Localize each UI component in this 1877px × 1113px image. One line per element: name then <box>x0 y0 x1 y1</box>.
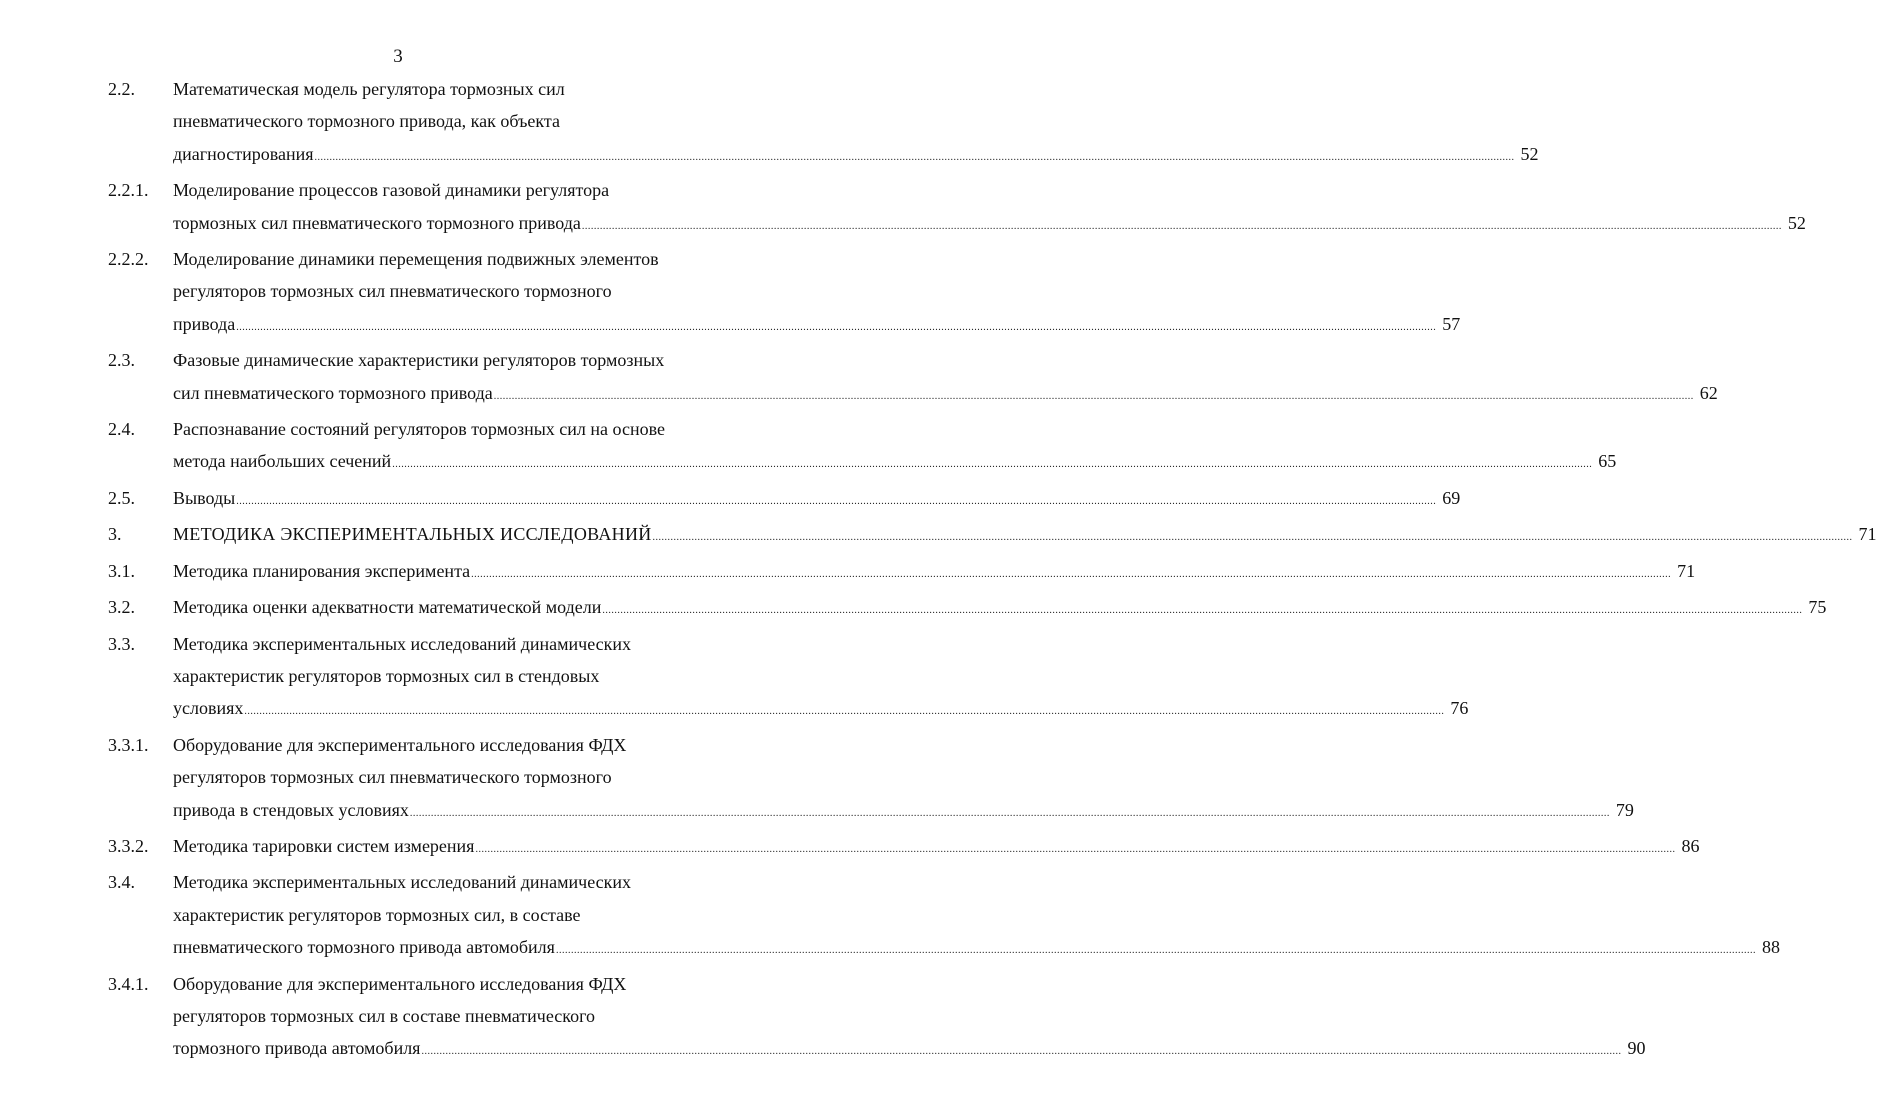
toc-leader-dots: ................................................................................................................................................................................................................................................................................................................................................................................................................ <box>421 1046 1622 1058</box>
toc-entry-line: Моделирование динамики перемещения подвижных элементов <box>173 249 659 270</box>
toc-entry-page: 52 <box>1520 143 1539 164</box>
toc-entry-page: 57 <box>1442 313 1461 334</box>
toc-entry-number: 2.2.2. <box>108 249 149 270</box>
toc-entry-line <box>173 830 1700 866</box>
toc-entry-line: Фазовые динамические характеристики регуляторов тормозных <box>173 350 665 371</box>
toc-entry <box>108 628 1469 729</box>
toc-entry-title: тормозных сил пневматического тормозного привода <box>173 212 581 233</box>
toc-entry-title: тормозного привода автомобиля <box>173 1038 421 1059</box>
toc-entry-line <box>173 794 1634 830</box>
toc-entry-number: 3.2. <box>108 597 135 618</box>
toc-entry-title: МЕТОДИКА ЭКСПЕРИМЕНТАЛЬНЫХ ИССЛЕДОВАНИЙ <box>173 524 652 545</box>
toc-entry <box>108 482 1461 518</box>
toc-entry-number: 3.4.1. <box>108 973 149 994</box>
toc-entry-line <box>173 591 1827 627</box>
toc-entry-number: 3.1. <box>108 560 135 581</box>
toc-entry <box>108 968 1646 1069</box>
toc-entry-number: 3.3. <box>108 633 135 654</box>
toc-entry-title: Методика оценки адекватности математической модели <box>173 597 602 618</box>
toc-entry-title: Выводы <box>173 487 236 508</box>
toc-leader-dots: ................................................................................................................................................................................................................................................................................................................................................................................................................ <box>471 568 1672 580</box>
toc-entry-line <box>173 692 1469 728</box>
toc-leader-dots: ................................................................................................................................................................................................................................................................................................................................................................................................................ <box>392 459 1593 471</box>
toc-entry-line <box>173 445 1617 481</box>
toc-entry-line: Методика экспериментальных исследований динамических <box>173 872 631 893</box>
toc-entry-page: 71 <box>1677 560 1696 581</box>
toc-leader-dots: ................................................................................................................................................................................................................................................................................................................................................................................................................ <box>602 605 1803 617</box>
toc-leader-dots: ................................................................................................................................................................................................................................................................................................................................................................................................................ <box>314 151 1515 163</box>
toc-entry-line: Оборудование для экспериментального исследования ФДХ <box>173 973 627 994</box>
toc-leader-dots: ................................................................................................................................................................................................................................................................................................................................................................................................................ <box>244 706 1445 718</box>
toc-entry-line <box>173 377 1718 413</box>
toc-entry-line <box>173 555 1696 591</box>
toc-entry-title: метода наибольших сечений <box>173 451 392 472</box>
toc-entry-line: Моделирование процессов газовой динамики регулятора <box>173 180 610 201</box>
toc-entry-line: характеристик регуляторов тормозных сил, в составе <box>173 904 581 925</box>
toc-entry-number: 3.3.1. <box>108 734 149 755</box>
toc-entry-page: 65 <box>1598 451 1617 472</box>
toc-entry-title: привода в стендовых условиях <box>173 799 409 820</box>
toc-entry-line <box>173 138 1539 174</box>
toc-entry <box>108 591 1827 627</box>
toc-entry-line <box>173 931 1780 967</box>
toc-entry-title: Методика тарировки систем измерения <box>173 835 475 856</box>
toc-entry <box>108 518 1877 554</box>
toc-entry-page: 79 <box>1615 799 1634 820</box>
toc-entry <box>108 73 1539 174</box>
toc-entry-page: 52 <box>1787 212 1806 233</box>
toc-entry-number: 3.3.2. <box>108 835 149 856</box>
toc-entry-line: регуляторов тормозных сил в составе пневматического <box>173 1005 596 1026</box>
toc-leader-dots: ................................................................................................................................................................................................................................................................................................................................................................................................................ <box>409 807 1610 819</box>
toc-entry-number: 2.4. <box>108 419 135 440</box>
toc-leader-dots: ................................................................................................................................................................................................................................................................................................................................................................................................................ <box>236 495 1437 507</box>
toc-entry-line: характеристик регуляторов тормозных сил в стендовых <box>173 665 600 686</box>
toc-leader-dots: ................................................................................................................................................................................................................................................................................................................................................................................................................ <box>236 321 1437 333</box>
toc-entry-page: 62 <box>1699 382 1718 403</box>
toc-entry-line <box>173 207 1806 243</box>
toc-entry-number: 2.5. <box>108 487 135 508</box>
toc-entry-line <box>173 308 1461 344</box>
toc-entry-number: 2.2.1. <box>108 180 149 201</box>
toc-entry <box>108 555 1696 591</box>
toc-entry-line: Распознавание состояний регуляторов тормозных сил на основе <box>173 419 665 440</box>
toc-entry-page: 69 <box>1442 487 1461 508</box>
toc-entry <box>108 866 1780 967</box>
toc-entry-page: 76 <box>1450 698 1469 719</box>
toc-entry-line: пневматического тормозного привода, как объекта <box>173 111 560 132</box>
toc-entry <box>108 413 1617 482</box>
page-number: 3 <box>393 46 403 67</box>
toc-entry-line: Оборудование для экспериментального исследования ФДХ <box>173 734 627 755</box>
toc-entry-line: Математическая модель регулятора тормозных сил <box>173 79 565 99</box>
toc-entry <box>108 174 1806 243</box>
toc-leader-dots: ................................................................................................................................................................................................................................................................................................................................................................................................................ <box>581 220 1782 232</box>
toc-leader-dots: ................................................................................................................................................................................................................................................................................................................................................................................................................ <box>555 945 1756 957</box>
toc-entry-line: регуляторов тормозных сил пневматического тормозного <box>173 767 612 788</box>
toc-entry-number: 2.2. <box>108 79 135 99</box>
toc-entry-line: Методика экспериментальных исследований динамических <box>173 633 631 654</box>
toc-entry-line <box>173 482 1461 518</box>
toc-entry-page: 71 <box>1858 524 1877 545</box>
toc-entry-title: пневматического тормозного привода автомобиля <box>173 937 555 958</box>
toc-entry-page: 88 <box>1761 937 1780 958</box>
toc-entry-title: привода <box>173 313 236 334</box>
toc-entry <box>108 830 1700 866</box>
toc-entry-page: 86 <box>1681 835 1700 856</box>
toc-leader-dots: ................................................................................................................................................................................................................................................................................................................................................................................................................ <box>493 390 1694 402</box>
toc-entry-number: 3.4. <box>108 872 135 893</box>
toc-entry-number: 2.3. <box>108 350 135 371</box>
toc-entry-title: сил пневматического тормозного привода <box>173 382 493 403</box>
toc-entry-page: 75 <box>1808 597 1827 618</box>
toc-entry <box>108 729 1634 830</box>
toc-leader-dots: ................................................................................................................................................................................................................................................................................................................................................................................................................ <box>475 843 1676 855</box>
toc-entry-number: 3. <box>108 524 122 545</box>
toc-entry-title: диагностирования <box>173 143 314 164</box>
toc-entry-line: регуляторов тормозных сил пневматического тормозного <box>173 281 612 302</box>
toc-entry-line <box>173 1032 1646 1068</box>
toc-entry-title: Методика планирования эксперимента <box>173 560 471 581</box>
table-of-contents <box>108 73 1877 1069</box>
toc-entry <box>108 344 1718 413</box>
toc-leader-dots: ................................................................................................................................................................................................................................................................................................................................................................................................................ <box>652 532 1853 544</box>
toc-entry-title: условиях <box>173 698 244 719</box>
toc-entry-line <box>173 518 1877 554</box>
toc-entry-page: 90 <box>1627 1038 1646 1059</box>
toc-entry <box>108 243 1461 344</box>
